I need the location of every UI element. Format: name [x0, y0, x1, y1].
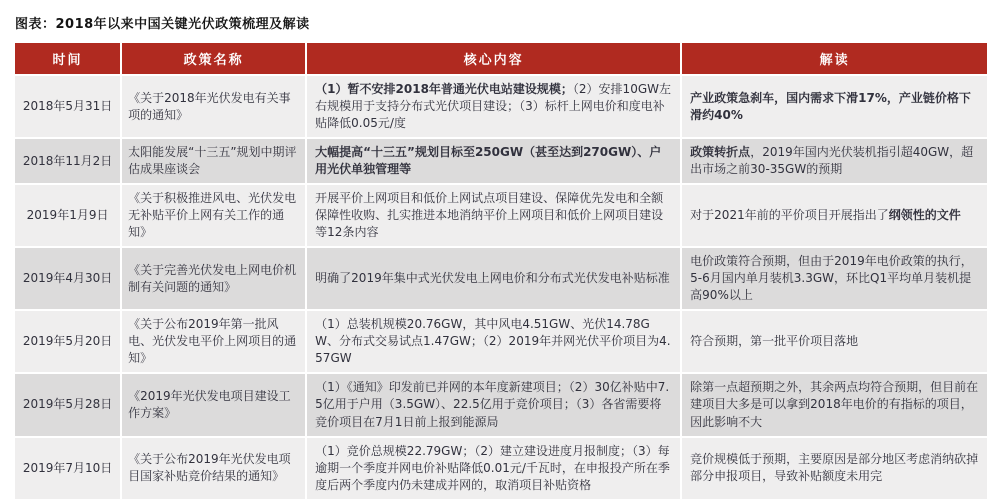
text-segment: 2018年5月31日	[22, 99, 113, 114]
text-segment: 2019年5月28日	[22, 397, 113, 412]
cell-interpretation	[681, 437, 988, 500]
cell-date	[14, 310, 121, 373]
header-policy-name: 政策名称	[121, 42, 306, 75]
text-segment: 《关于公布2019年光伏发电项目国家补贴竞价结果的通知》	[128, 452, 291, 484]
cell-policy-name	[121, 138, 306, 184]
cell-date	[14, 75, 121, 138]
cell-policy-name	[121, 437, 306, 500]
table-row	[14, 138, 988, 184]
text-segment: 《关于公布2019年第一批风电、光伏发电平价上网项目的通知》	[128, 317, 297, 366]
cell-interpretation	[681, 310, 988, 373]
text-segment: 除第一点超预期之外，其余两点均符合预期，但目前在建项目大多是可以拿到2018年电价的有指标的项目，因此影响不大	[690, 380, 979, 429]
text-segment: 《2019年光伏发电项目建设工作方案》	[128, 388, 291, 420]
cell-policy-name	[121, 310, 306, 373]
emphasized-text: 纲领性的文件	[888, 208, 961, 223]
text-segment: 2018年11月2日	[22, 153, 113, 168]
cell-interpretation	[681, 373, 988, 436]
text-segment: 电价政策符合预期，但由于2019年电价政策的执行，5-6月国内单月装机3.3GW，环比Q1平均单月装机提高90%以上	[690, 254, 973, 303]
text-segment: 符合预期，第一批平价项目落地	[690, 334, 859, 349]
text-segment: 竞价规模低于预期，主要原因是部分地区考虑消纳砍掉部分申报项目，导致补贴额度未用完	[690, 452, 979, 484]
table-row	[14, 373, 988, 436]
text-segment: 开展平价上网项目和低价上网试点项目建设、保障优先发电和全额保障性收购、扎实推进本地消纳平价上网项目和低价上网项目建设等12条内容	[315, 191, 664, 240]
cell-policy-name	[121, 247, 306, 310]
emphasized-text: 大幅提高“十三五”规划目标至250GW（甚至达到270GW）、户用光伏单独管理等	[315, 145, 662, 177]
table-body	[14, 75, 988, 500]
table-row	[14, 310, 988, 373]
table-row	[14, 437, 988, 500]
text-segment: ，2019年国内光伏装机指引超40GW，超出市场之前30-35GW的预期	[690, 145, 974, 177]
text-segment: 2019年7月10日	[22, 460, 113, 475]
cell-core-content	[306, 310, 681, 373]
header-core-content: 核心内容	[306, 42, 681, 75]
text-segment: 明确了2019年集中式光伏发电上网电价和分布式光伏发电补贴标准	[315, 271, 670, 286]
cell-date	[14, 138, 121, 184]
cell-interpretation	[681, 247, 988, 310]
text-segment: 对于2021年前的平价项目开展指出了	[690, 208, 889, 223]
table-row	[14, 247, 988, 310]
header-interpretation: 解读	[681, 42, 988, 75]
emphasized-text: （1）暂不安排2018年普通光伏电站建设规模；	[315, 82, 573, 96]
table-row	[14, 75, 988, 138]
cell-core-content	[306, 437, 681, 500]
text-segment: 《关于完善光伏发电上网电价机制有关问题的通知》	[128, 262, 297, 294]
text-segment: 2019年4月30日	[22, 271, 113, 286]
text-segment: 2019年5月20日	[22, 334, 113, 349]
cell-core-content	[306, 138, 681, 184]
text-segment: （2）安排10GW左右规模用于支持分布式光伏项目建设；（3）标杆上网电价和度电补贴降低0.05元/度	[315, 82, 671, 131]
cell-core-content	[306, 75, 681, 138]
text-segment: 太阳能发展“十三五”规划中期评估成果座谈会	[128, 145, 297, 177]
table-header-row	[14, 42, 988, 75]
text-segment: （1）总装机规模20.76GW，其中风电4.51GW、光伏14.78GW、分布式交易试点1.47GW；（2）2019年并网光伏平价项目为4.57GW	[315, 317, 671, 366]
cell-date	[14, 373, 121, 436]
cell-policy-name	[121, 75, 306, 138]
cell-core-content	[306, 184, 681, 247]
text-segment: （1）竞价总规模22.79GW；（2）建立建设进度月报制度；（3）每逾期一个季度并网电价补贴降低0.01元/千瓦时，在申报投产所在季度后两个季度内仍未建成并网的，取消项目补贴资格	[315, 443, 670, 492]
figure-title: 图表：2018年以来中国关键光伏政策梳理及解读	[15, 17, 310, 32]
cell-core-content	[306, 247, 681, 310]
cell-core-content	[306, 373, 681, 436]
cell-interpretation	[681, 75, 988, 138]
text-segment: 《关于2018年光伏发电有关事项的通知》	[128, 90, 291, 122]
table-row	[14, 184, 988, 247]
cell-date	[14, 247, 121, 310]
emphasized-text: 政策转折点	[690, 145, 751, 160]
header-time: 时间	[14, 42, 121, 75]
cell-policy-name	[121, 373, 306, 436]
text-segment: 2019年1月9日	[26, 208, 109, 223]
policy-table	[13, 41, 989, 501]
emphasized-text: 产业政策急刹车，国内需求下滑17%，产业链价格下滑约40%	[690, 90, 971, 122]
cell-interpretation	[681, 138, 988, 184]
cell-date	[14, 184, 121, 247]
cell-interpretation	[681, 184, 988, 247]
cell-date	[14, 437, 121, 500]
cell-policy-name	[121, 184, 306, 247]
text-segment: （1）《通知》印发前已并网的本年度新建项目；（2）30亿补贴中7.5亿用于户用（3.5GW）、22.5亿用于竞价项目；（3）各省需要将竞价项目在7月1日前上报到能源局	[315, 380, 670, 429]
text-segment: 《关于积极推进风电、光伏发电无补贴平价上网有关工作的通知》	[128, 191, 297, 240]
